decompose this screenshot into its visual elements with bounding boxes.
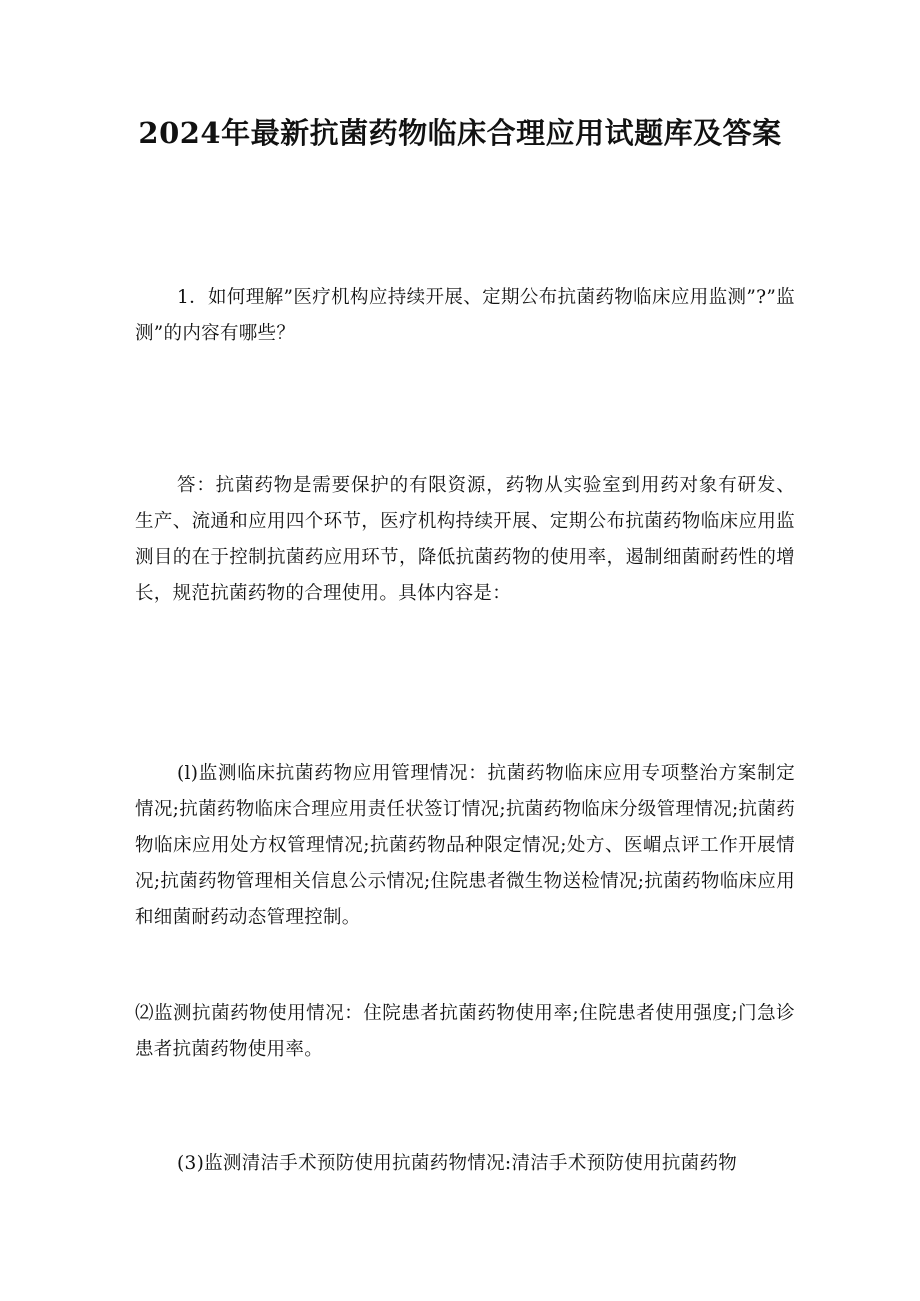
document-title: 2024年最新抗菌药物临床合理应用试题库及答案 [138, 116, 782, 150]
question-1: 1．如何理解”医疗机构应持续开展、定期公布抗菌药物临床应用监测”?”监测”的内容有哪些？ [135, 287, 795, 344]
answer-section-2: ⑵监测抗菌药物使用情况：住院患者抗菌药物使用率;住院患者使用强度;门急诊患者抗菌药物使用率。 [135, 1003, 795, 1060]
answer-section-1: (l)监测临床抗菌药物应用管理情况：抗菌药物临床应用专项整治方案制定情况;抗菌药物临床合理应用责任状签订情况;抗菌药物临床分级管理情况;抗菌药物临床应用处方权管理情况;抗菌药物品种限定情况;处方、医嵋点评工作开展情况;抗菌药物管理相关信息公示情况;住院患者微生物送检情况;抗菌药物临床应用和细菌耐药动态管理控制。 [135, 763, 795, 928]
answer-1: 答：抗菌药物是需要保护的有限资源，药物从实验室到用药对象有研发、生产、流通和应用四个环节，医疗机构持续开展、定期公布抗菌药物临床应用监测目的在于控制抗菌药应用环节，降低抗菌药物的使用率，遏制细菌耐药性的增长，规范抗菌药物的合理使用。具体内容是： [135, 475, 795, 604]
answer-section-3: (3)监测清洁手术预防使用抗菌药物情况:清洁手术预防使用抗菌药物 [177, 1153, 738, 1174]
